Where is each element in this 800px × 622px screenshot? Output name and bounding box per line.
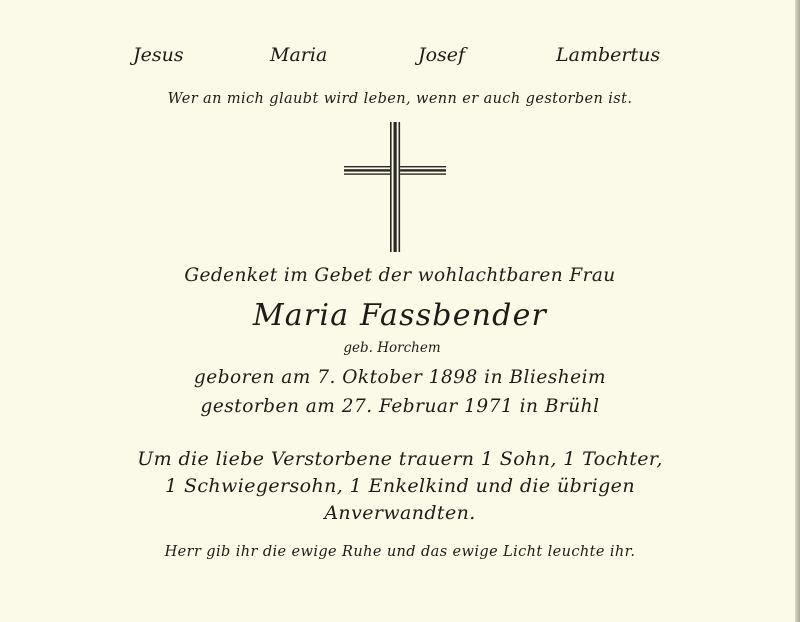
name-josef: Josef	[418, 44, 466, 66]
mourners-line-1: Um die liebe Verstorbene trauern 1 Sohn, 1 Tochter,	[137, 448, 663, 470]
name-maria: Maria	[270, 44, 328, 66]
remembrance-line: Gedenket im Gebet der wohlachtbaren Frau	[184, 265, 616, 286]
mourners-line-3: Anverwandten.	[324, 502, 476, 524]
closing-prayer: Herr gib ihr die ewige Ruhe und das ewige Licht leuchte ihr.	[164, 544, 636, 560]
death-line: gestorben am 27. Februar 1971 in Brühl	[200, 396, 600, 417]
bible-verse: Wer an mich glaubt wird leben, wenn er auch gestorben ist.	[167, 91, 633, 107]
birth-line: geboren am 7. Oktober 1898 in Bliesheim	[193, 367, 607, 388]
deceased-name: Maria Fassbender	[252, 298, 548, 333]
name-jesus: Jesus	[133, 44, 184, 66]
birth-name: geb. Horchem	[343, 340, 441, 356]
mourners-line-2: 1 Schwiegersohn, 1 Enkelkind und die übrigen	[165, 475, 635, 497]
name-lambertus: Lambertus	[556, 44, 661, 66]
holy-names-row	[0, 44, 800, 70]
latin-cross-icon	[344, 122, 446, 252]
